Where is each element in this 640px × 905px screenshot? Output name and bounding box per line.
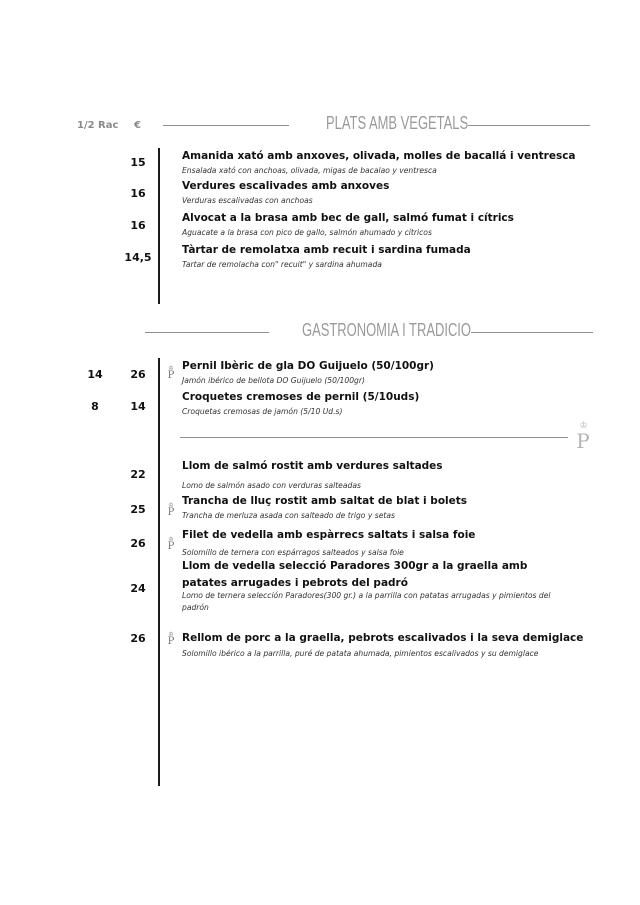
p-letter-icon: P xyxy=(167,370,175,381)
item-description: Ensalada xató con anchoas, olivada, migas de bacalao y ventresca xyxy=(182,166,437,175)
item-price: 24 xyxy=(130,582,146,595)
p-letter-icon: P xyxy=(167,541,175,552)
paradores-logo xyxy=(572,422,594,451)
p-letter-icon: P xyxy=(167,636,175,647)
crown-icon: ♔ xyxy=(168,631,174,638)
item-price: 16 xyxy=(130,187,146,200)
item-description: Lomo de salmón asado con verduras salteadas xyxy=(182,481,361,490)
item-description: Trancha de merluza asada con salteado de trigo y setas xyxy=(182,511,395,520)
item-price: 14,5 xyxy=(124,251,152,264)
item-half-price: 14 xyxy=(87,368,103,381)
item-description: Lomo de ternera selección Paradores(300 gr.) a la parrilla con patatas arrugadas y pimientos del padrón xyxy=(182,591,551,612)
item-description: Aguacate a la brasa con pico de gallo, salmón ahumado y cítricos xyxy=(182,228,432,237)
section-divider-vertical xyxy=(158,148,160,304)
item-description: Tartar de remolacha con" recuit" y sardina ahumada xyxy=(182,260,382,269)
item-name: Verdures escalivades amb anxoves xyxy=(182,180,390,192)
section-divider-vertical xyxy=(158,358,160,786)
half-portion-column-header: 1/2 Rac xyxy=(77,120,119,131)
section-rule-left xyxy=(163,125,289,126)
p-letter-icon: P xyxy=(167,507,175,518)
item-price: 26 xyxy=(130,368,146,381)
crown-icon: ♔ xyxy=(168,536,174,543)
item-description: Verduras escalivadas con anchoas xyxy=(182,196,313,205)
item-name: Alvocat a la brasa amb bec de gall, salmó fumat i cítrics xyxy=(182,212,514,224)
paradores-mark-icon xyxy=(166,366,176,380)
item-name: Amanida xató amb anxoves, olivada, molles de bacallá i ventresca xyxy=(182,150,576,162)
paradores-mark-icon xyxy=(166,632,176,646)
item-description: Solomillo de ternera con espárragos salteados y salsa foie xyxy=(182,548,404,557)
item-description: Jamón ibérico de bellota DO Guijuelo (50/100gr) xyxy=(182,376,365,385)
item-description: Croquetas cremosas de jamón (5/10 Ud.s) xyxy=(182,407,343,416)
item-name: Tàrtar de remolatxa amb recuit i sardina fumada xyxy=(182,244,471,256)
item-price: 26 xyxy=(130,632,146,645)
item-name: Croquetes cremoses de pernil (5/10uds) xyxy=(182,391,420,403)
item-name: Filet de vedella amb espàrrecs saltats i salsa foie xyxy=(182,529,476,541)
item-price: 14 xyxy=(130,400,146,413)
item-name: Llom de vedella selecció Paradores 300gr a la graella amb patates arrugades i pebrots del padró xyxy=(182,560,528,589)
price-column-header: € xyxy=(134,120,141,131)
paradores-mark-icon xyxy=(166,537,176,551)
item-price: 22 xyxy=(130,468,146,481)
paradores-mark-icon xyxy=(166,503,176,517)
item-name: Pernil Ibèric de gla DO Guijuelo (50/100gr) xyxy=(182,360,434,372)
section-title-gastronomia: GASTRONOMIA I TRADICIO xyxy=(302,320,471,340)
section-rule-right xyxy=(471,332,593,333)
item-description: Solomillo ibérico a la parrilla, puré de patata ahumada, pimientos escalivados y su demiglace xyxy=(182,649,539,658)
section-rule-left xyxy=(145,332,269,333)
section-rule-right xyxy=(468,125,590,126)
item-price: 15 xyxy=(130,156,146,169)
item-price: 26 xyxy=(130,537,146,550)
item-name: Trancha de lluç rostit amb saltat de blat i bolets xyxy=(182,495,468,507)
item-name: Rellom de porc a la graella, pebrots escalivados i la seva demiglace xyxy=(182,632,584,644)
crown-icon: ♔ xyxy=(579,421,587,431)
crown-icon: ♔ xyxy=(168,365,174,372)
item-price: 16 xyxy=(130,219,146,232)
p-letter-icon: P xyxy=(576,429,590,453)
crown-icon: ♔ xyxy=(168,502,174,509)
item-price: 25 xyxy=(130,503,146,516)
section-title-vegetals: PLATS AMB VEGETALS xyxy=(326,113,469,133)
subsection-rule xyxy=(180,437,568,438)
item-name: Llom de salmó rostit amb verdures saltades xyxy=(182,460,443,472)
item-half-price: 8 xyxy=(91,400,99,413)
